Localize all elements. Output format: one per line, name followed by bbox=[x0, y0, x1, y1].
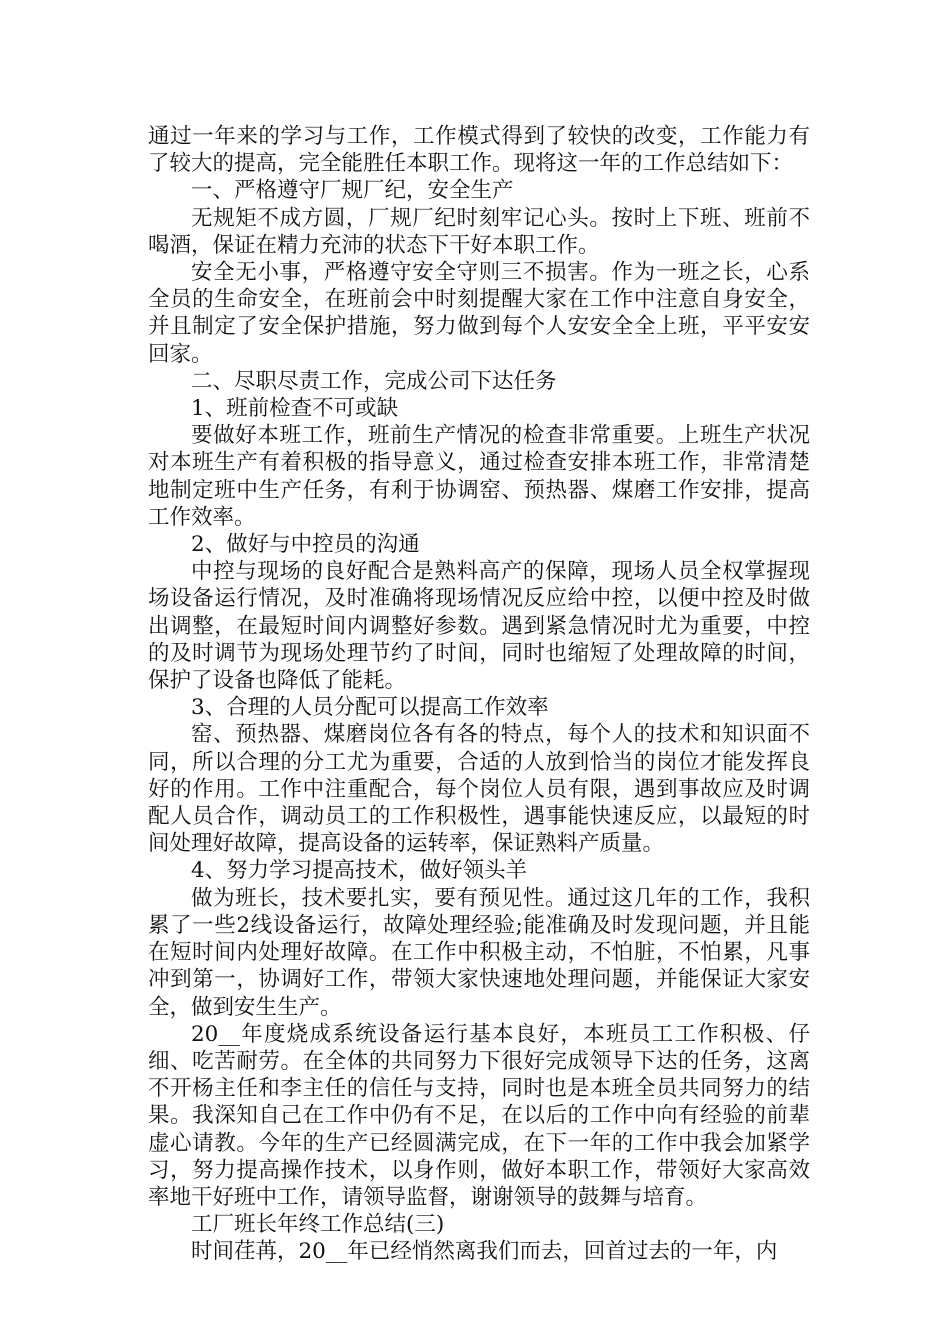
body-paragraph: 做为班长，技术要扎实，要有预见性。通过这几年的工作，我积累了一些2线设备运行，故障处理经验;能准确及时发现问题，并且能在短时间内处理好故障。在工作中积极主动，不怕脏，不怕累，凡事冲到第一，协调好工作，带领大家快速地处理问题，并能保证大家安全，做到安生生产。 bbox=[148, 885, 810, 1020]
intro-paragraph: 通过一年来的学习与工作，工作模式得到了较快的改变，工作能力有了较大的提高，完全能胜任本职工作。现将这一年的工作总结如下： bbox=[148, 124, 810, 177]
section-heading-1: 一、严格遵守厂规厂纪，安全生产 bbox=[191, 178, 514, 204]
subheading-4: 4、努力学习提高技术，做好领头羊 bbox=[191, 858, 528, 884]
subheading-2: 2、做好与中控员的沟通 bbox=[191, 532, 420, 558]
body-paragraph: 要做好本班工作，班前生产情况的检查非常重要。上班生产状况对本班生产有着积极的指导意义，通过检查安排本班工作，非常清楚地制定班中生产任务，有利于协调窑、预热器、煤磨工作安排，提高工作效率。 bbox=[148, 423, 810, 530]
body-paragraph: 安全无小事，严格遵守安全守则三不损害。作为一班之长，心系全员的生命安全，在班前会中时刻提醒大家在工作中注意自身安全，并且制定了安全保护措施，努力做到每个人安安全全上班，平平安安回家。 bbox=[148, 260, 810, 367]
subheading-1: 1、班前检查不可或缺 bbox=[191, 396, 399, 422]
section-heading-2: 二、尽职尽责工作，完成公司下达任务 bbox=[191, 368, 557, 394]
document-body bbox=[148, 123, 810, 1266]
next-section-title: 工厂班长年终工作总结(三) bbox=[191, 1212, 445, 1238]
body-paragraph: 中控与现场的良好配合是熟料高产的保障，现场人员全权掌握现场设备运行情况，及时准确将现场情况反应给中控，以便中控及时做出调整，在最短时间内调整好参数。遇到紧急情况时尤为重要，中控的及时调节为现场处理节约了时间，同时也缩短了处理故障的时间，保护了设备也降低了能耗。 bbox=[148, 559, 810, 694]
subheading-3: 3、合理的人员分配可以提高工作效率 bbox=[191, 695, 549, 721]
body-paragraph: 无规矩不成方圆，厂规厂纪时刻牢记心头。按时上下班、班前不喝酒，保证在精力充沛的状态下干好本职工作。 bbox=[148, 205, 810, 258]
body-paragraph: 时间荏苒，20__年已经悄然离我们而去，回首过去的一年，内 bbox=[191, 1239, 778, 1265]
summary-paragraph: 20__年度烧成系统设备运行基本良好，本班员工工作积极、仔细、吃苦耐劳。在全体的共同努力下很好完成领导下达的任务，这离不开杨主任和李主任的信任与支持，同时也是本班全员共同努力的结果。我深知自己在工作中仍有不足，在以后的工作中向有经验的前辈虚心请教。今年的生产已经圆满完成，在下一年的工作中我会加紧学习，努力提高操作技术，以身作则，做好本职工作，带领好大家高效率地干好班中工作，请领导监督，谢谢领导的鼓舞与培育。 bbox=[148, 1021, 810, 1210]
body-paragraph: 窑、预热器、煤磨岗位各有各的特点，每个人的技术和知识面不同，所以合理的分工尤为重要，合适的人放到恰当的岗位才能发挥良好的作用。工作中注重配合，每个岗位人员有限，遇到事故应及时调配人员合作，调动员工的工作积极性，遇事能快速反应，以最短的时间处理好故障，提高设备的运转率，保证熟料产质量。 bbox=[148, 722, 810, 857]
